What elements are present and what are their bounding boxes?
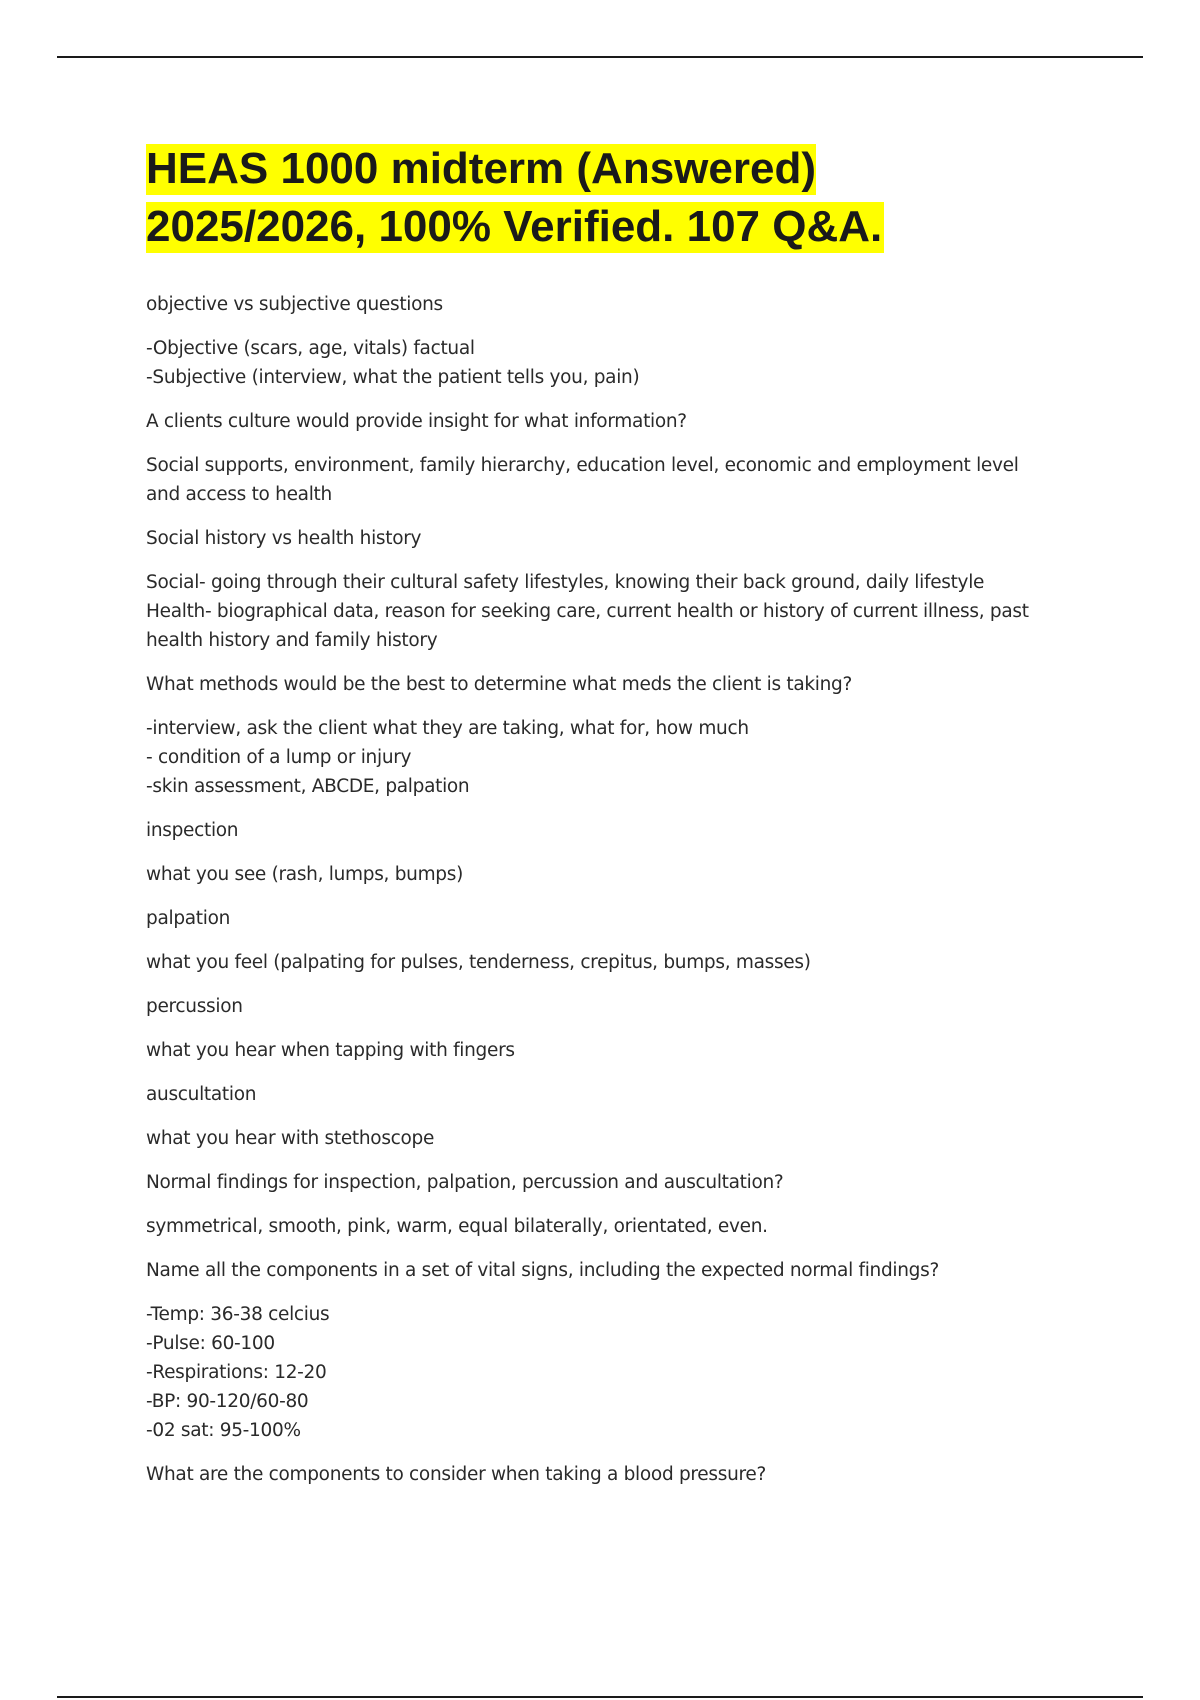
entry-line: symmetrical, smooth, pink, warm, equal bilaterally, orientated, even. (146, 1216, 768, 1237)
question-entry (146, 290, 1046, 319)
answer-entry (146, 948, 1046, 977)
bottom-rule (57, 1696, 1143, 1698)
entry-line: palpation (146, 908, 231, 929)
entry-line: Health- biographical data, reason for seeking care, current health or history of current illness, past (146, 601, 1029, 622)
question-entry (146, 992, 1046, 1021)
entry-line: What methods would be the best to determine what meds the client is taking? (146, 674, 852, 695)
entry-line: what you see (rash, lumps, bumps) (146, 864, 463, 885)
entry-line: -interview, ask the client what they are taking, what for, how much (146, 718, 749, 739)
answer-entry (146, 334, 1046, 392)
entry-line: -skin assessment, ABCDE, palpation (146, 776, 470, 797)
entry-line: Social supports, environment, family hierarchy, education level, economic and employment level (146, 455, 1019, 476)
entry-line: and access to health (146, 484, 332, 505)
entry-line: inspection (146, 820, 239, 841)
entry-line: What are the components to consider when taking a blood pressure? (146, 1464, 766, 1485)
entry-line: auscultation (146, 1084, 257, 1105)
document-title (146, 140, 1046, 256)
entry-line: percussion (146, 996, 243, 1017)
highlighted-title-text: HEAS 1000 midterm (Answered) 2025/2026, 100% Verified. 107 Q&A. (146, 144, 883, 251)
entry-line: Normal findings for inspection, palpation, percussion and auscultation? (146, 1172, 784, 1193)
entry-line: health history and family history (146, 630, 438, 651)
answer-entry (146, 1212, 1046, 1241)
qa-list (146, 290, 1046, 1489)
question-entry (146, 1256, 1046, 1285)
entry-line: -Subjective (interview, what the patient tells you, pain) (146, 367, 640, 388)
entry-line: objective vs subjective questions (146, 294, 443, 315)
answer-entry (146, 1300, 1046, 1445)
question-entry (146, 407, 1046, 436)
answer-entry (146, 568, 1046, 655)
answer-entry (146, 1124, 1046, 1153)
answer-entry (146, 451, 1046, 509)
top-rule (57, 56, 1143, 58)
document-body (146, 140, 1046, 1504)
entry-line: -Respirations: 12-20 (146, 1362, 327, 1383)
question-entry (146, 1168, 1046, 1197)
entry-line: -Objective (scars, age, vitals) factual (146, 338, 475, 359)
entry-line: Name all the components in a set of vital signs, including the expected normal findings? (146, 1260, 939, 1281)
question-entry (146, 904, 1046, 933)
entry-line: -BP: 90-120/60-80 (146, 1391, 309, 1412)
question-entry (146, 524, 1046, 553)
entry-line: what you hear when tapping with fingers (146, 1040, 515, 1061)
entry-line: - condition of a lump or injury (146, 747, 412, 768)
answer-entry (146, 860, 1046, 889)
question-entry (146, 816, 1046, 845)
answer-entry (146, 1036, 1046, 1065)
answer-entry (146, 714, 1046, 801)
entry-line: -Pulse: 60-100 (146, 1333, 275, 1354)
entry-line: Social- going through their cultural safety lifestyles, knowing their back ground, daily lifestyle (146, 572, 985, 593)
question-entry (146, 1080, 1046, 1109)
entry-line: -02 sat: 95-100% (146, 1420, 301, 1441)
entry-line: what you hear with stethoscope (146, 1128, 435, 1149)
entry-line: A clients culture would provide insight for what information? (146, 411, 687, 432)
entry-line: Social history vs health history (146, 528, 422, 549)
question-entry (146, 670, 1046, 699)
entry-line: -Temp: 36-38 celcius (146, 1304, 330, 1325)
entry-line: what you feel (palpating for pulses, tenderness, crepitus, bumps, masses) (146, 952, 811, 973)
question-entry (146, 1460, 1046, 1489)
